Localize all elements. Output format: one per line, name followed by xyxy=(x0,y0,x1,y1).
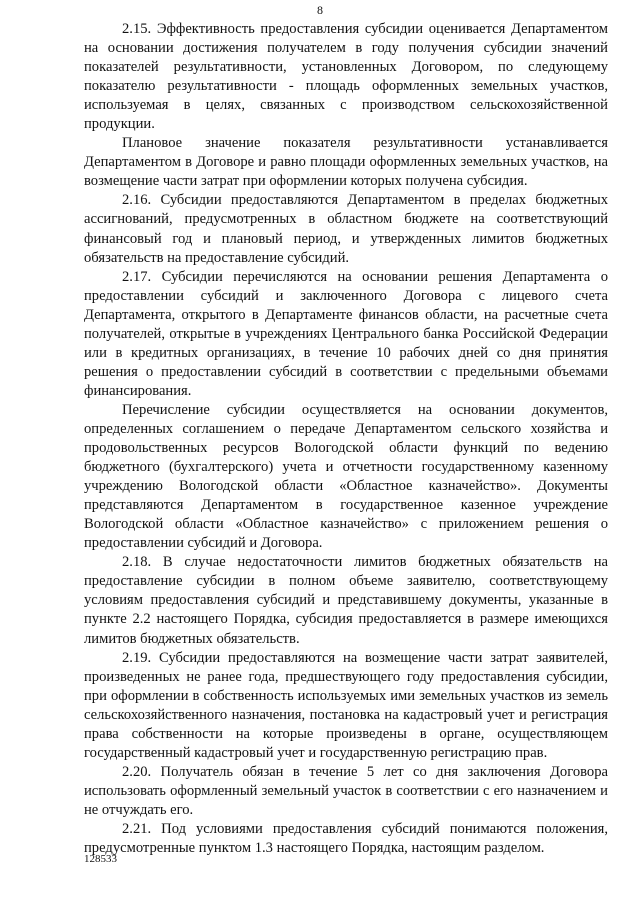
page-number: 8 xyxy=(317,3,323,17)
paragraph-2-21: 2.21. Под условиями предоставления субсидий понимаются положения, предусмотренные пунктом 1.3 настоящего Порядка, настоящим разделом. xyxy=(84,820,608,857)
paragraph-2-16: 2.16. Субсидии предоставляются Департаментом в пределах бюджетных ассигнований, предусмотренных в областном бюджете на соответствующий финансовый год и плановый период, и утвержденных лимитов бюджетных обязательств на предоставление субсидий. xyxy=(84,192,608,266)
document-code: 128533 xyxy=(84,853,117,865)
paragraph-2-15: 2.15. Эффективность предоставления субсидии оценивается Департаментом на основании достижения получателем в году получения субсидии значений показателей результативности, установленных Договором, по следующему показателю результативности - площадь оформленных земельных участков, используемая в целях, связанных с производством сельскохозяйственной продукции. xyxy=(84,21,608,133)
paragraph-2-18: 2.18. В случае недостаточности лимитов бюджетных обязательств на предоставление субсидии в полном объеме заявителю, соответствующему условиям предоставления субсидий и представившему документы, указанные в пункте 2.2 настоящего Порядка, субсидия предоставляется в размере имеющихся лимитов бюджетных обязательств. xyxy=(84,554,608,647)
paragraph-2-17: 2.17. Субсидии перечисляются на основании решения Департамента о предоставлении субсидий и заключенного Договора с лицевого счета Департамента, открытого в Департаменте финансов области, на расчетные счета получателей, открытые в учреждениях Центрального банка Российской Федерации или в кредитных организациях, в течение 10 рабочих дней со дня принятия решения о предоставлении субсидий в соответствии с предельными объемами финансирования. xyxy=(84,268,608,399)
document-body xyxy=(84,20,608,858)
paragraph-transfer-documents: Перечисление субсидии осуществляется на основании документов, определенных соглашением о передаче Департаментом сельского хозяйства и продовольственных ресурсов Вологодской области функций по ведению бюджетного (бухгалтерского) учета и отчетности государственному казенному учреждению Вологодской области «Областное казначейство». Документы представляются Департаментом в государственное казенное учреждение Вологодской области «Областное казначейство» с приложением решения о предоставлении субсидий и Договора. xyxy=(84,401,608,552)
paragraph-2-20: 2.20. Получатель обязан в течение 5 лет со дня заключения Договора использовать оформленный земельный участок в соответствии с его назначением и не отчуждать его. xyxy=(84,763,608,818)
paragraph-2-19: 2.19. Субсидии предоставляются на возмещение части затрат заявителей, произведенных не ранее года, предшествующего году предоставления субсидии, при оформлении в собственность используемых ими земельных участков из земель сельскохозяйственного назначения, постановка на кадастровый учет и регистрация права собственности на которые произведены в органе, осуществляющем государственный кадастровый учет и государственную регистрацию прав. xyxy=(84,649,608,761)
paragraph-planned-value: Плановое значение показателя результативности устанавливается Департаментом в Договоре и равно площади оформленных земельных участков, на возмещение части затрат при оформлении которых получена субсидия. xyxy=(84,135,608,190)
